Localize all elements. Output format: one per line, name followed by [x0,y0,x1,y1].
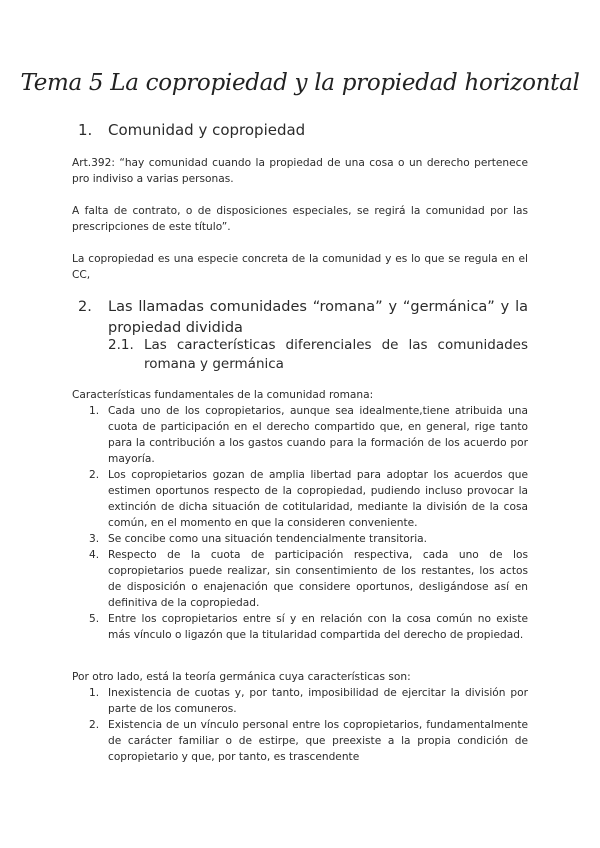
romana-list [72,403,528,643]
list-item-text: Inexistencia de cuotas y, por tanto, imposibilidad de ejercitar la división por parte de los comuneros. [108,687,528,715]
paragraph-falta-contrato: A falta de contrato, o de disposiciones especiales, se regirá la comunidad por las prescripciones de este título”. [72,205,528,233]
paragraph-copropiedad: La copropiedad es una especie concreta de la comunidad y es lo que se regula en el CC, [72,253,528,281]
list-item-number: 5. [89,613,100,625]
list-item-number: 4. [89,549,100,561]
list-item-number: 1. [89,405,100,417]
section-2-title: Las llamadas comunidades “romana” y “germánica” y la propiedad dividida [108,299,528,336]
paragraph-art392: Art.392: “hay comunidad cuando la propiedad de una cosa o un derecho pertenece pro indiviso a varias personas. [72,157,528,185]
list-item [72,547,528,611]
list-item-number: 2. [89,719,100,731]
section-1-title: Comunidad y copropiedad [108,121,306,139]
list-item [72,531,528,547]
list-item-number: 1. [89,687,100,699]
list-item [72,467,528,531]
document-title: Tema 5 La copropiedad y la propiedad horizontal [20,70,580,96]
list-item-number: 3. [89,533,100,545]
list-item-text: Existencia de un vínculo personal entre los copropietarios, fundamentalmente de carácter familiar o de estirpe, que preexiste a la propia condición de copropietario y que, por tanto, es trascendente [108,719,528,763]
paragraph-romana-intro: Características fundamentales de la comunidad romana: [72,389,374,401]
section-2-number: 2. [78,299,92,315]
list-item-text: Respecto de la cuota de participación respectiva, cada uno de los copropietarios puede realizar, sin consentimiento de los restantes, los actos de disposición o enajenación que considere oportunos, desligándose así en definitiva de la copropiedad. [108,549,528,609]
list-item-text: Entre los copropietarios entre sí y en relación con la cosa común no existe más vínculo o ligazón que la titularidad compartida del derecho de propiedad. [108,613,528,641]
paragraph-germanica-intro: Por otro lado, está la teoría germánica cuya características son: [72,671,411,683]
list-item [72,685,528,717]
list-item [72,403,528,467]
list-item-text: Cada uno de los copropietarios, aunque sea idealmente,tiene atribuida una cuota de participación en el derecho compartido que, en general, rige tanto para la contribución a los gastos cuando para la formación de los acuerdo por mayoría. [108,405,528,465]
list-item [72,611,528,643]
germanica-list [72,685,528,765]
section-1-heading [78,121,305,139]
list-item-number: 2. [89,469,100,481]
list-item [72,717,528,765]
list-item-text: Se concibe como una situación tendencialmente transitoria. [108,533,428,545]
section-2-1-title: Las características diferenciales de las comunidades romana y germánica [144,337,528,372]
list-item-text: Los copropietarios gozan de amplia libertad para adoptar los acuerdos que estimen oportunos respecto de la copropiedad, pudiendo incluso provocar la extinción de dicha situación de cotitularidad, mediante la división de la cosa común, en el momento en que la consideren conveniente. [108,469,528,529]
section-2-1-number: 2.1. [108,337,134,353]
section-1-number: 1. [78,121,93,139]
